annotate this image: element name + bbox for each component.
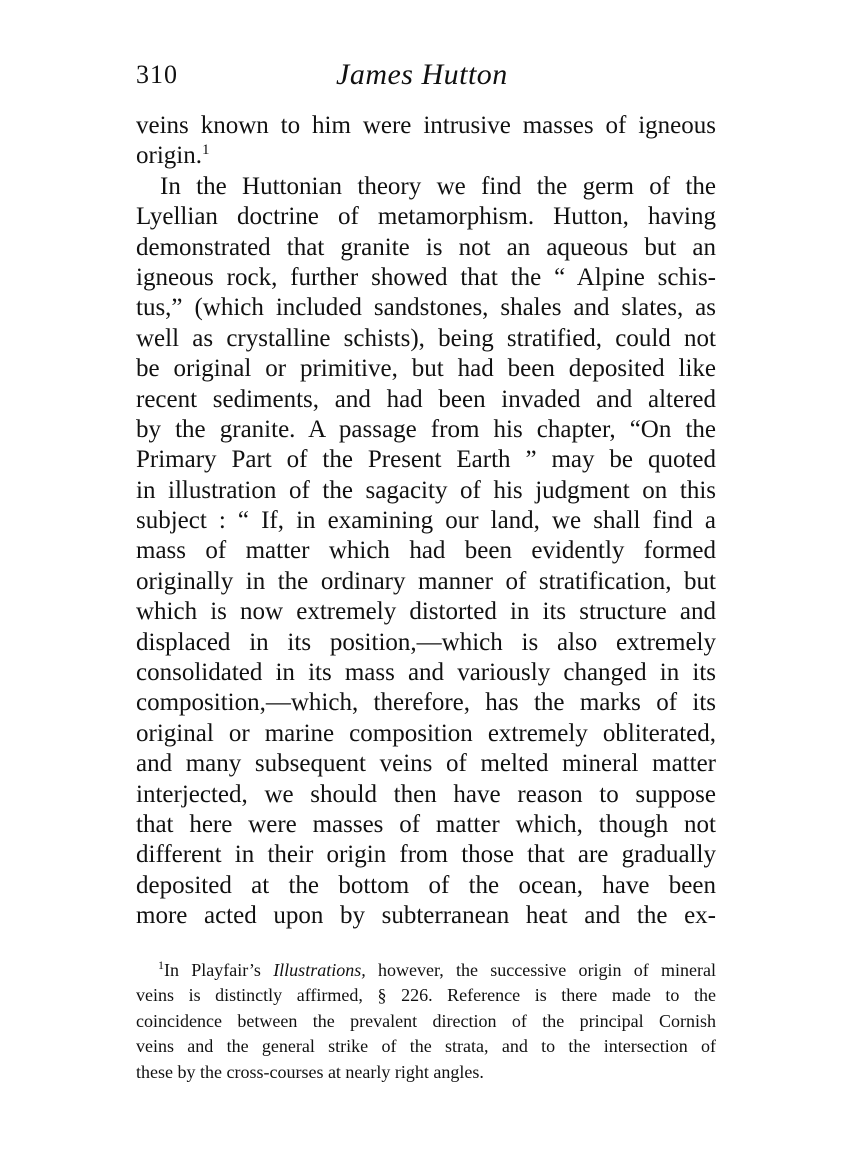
text-line: igneous rock, further showed that the “ Alpine schis- <box>136 263 716 291</box>
text-line: more acted upon by subterranean heat and the ex- <box>136 902 716 930</box>
text-line: deposited at the bottom of the ocean, have been <box>136 871 716 899</box>
text-line: displaced in its position,—which is also extremely <box>136 628 716 656</box>
page-number: 310 <box>136 60 178 89</box>
footnote-line: these by the cross-courses at nearly right angles. <box>136 1061 484 1082</box>
text-line: be original or primitive, but had been deposited like <box>136 355 716 383</box>
footnote-line: $^1$In Playfair’s Illustrations, however, the successive origin of mineral <box>158 958 716 980</box>
text-line: original or marine composition extremely obliterated, <box>136 719 716 747</box>
footnotes <box>136 958 716 1085</box>
text-line: by the granite. A passage from his chapter, “On the <box>136 415 716 443</box>
text-line: mass of matter which had been evidently formed <box>136 537 716 565</box>
body-text <box>136 111 716 932</box>
text-line: interjected, we should then have reason to suppose <box>136 780 716 808</box>
text-line: originally in the ordinary manner of stratification, but <box>136 567 716 595</box>
text-line: origin.$^1$ <box>136 142 210 170</box>
text-line: Lyellian doctrine of metamorphism. Hutton, having <box>136 203 716 231</box>
running-head: James Hutton <box>336 58 508 91</box>
footnote-line: veins and the general strike of the strata, and to the intersection of <box>136 1036 716 1057</box>
footnote-work-title: Illustrations, <box>273 960 366 980</box>
text-line: different in their origin from those that are gradually <box>136 841 716 869</box>
text-line: In the Huttonian theory we find the germ of the <box>160 172 716 200</box>
text-line: veins known to him were intrusive masses of igneous <box>136 112 716 139</box>
text-line: Primary Part of the Present Earth ” may be quoted <box>136 446 716 474</box>
text-line: well as crystalline schists), being stratified, could not <box>136 324 716 352</box>
text-line: in illustration of the sagacity of his judgment on this <box>136 476 716 504</box>
text-line: composition,—which, therefore, has the marks of its <box>136 689 716 717</box>
text-line: and many subsequent veins of melted mineral matter <box>136 750 716 778</box>
text-line: demonstrated that granite is not an aqueous but an <box>136 233 716 261</box>
text-line: that here were masses of matter which, though not <box>136 810 716 838</box>
text-line: tus,” (which included sandstones, shales and slates, as <box>136 294 716 322</box>
footnote-line: veins is distinctly affirmed, § 226. Reference is there made to the <box>136 985 716 1006</box>
text-line: recent sediments, and had been invaded and altered <box>136 385 716 413</box>
footnote-reference: 1 <box>201 142 210 159</box>
text-line: subject : “ If, in examining our land, we shall find a <box>136 507 716 535</box>
footnote-marker: 1 <box>158 958 164 972</box>
text-line: consolidated in its mass and variously changed in its <box>136 659 716 687</box>
footnote-line: coincidence between the prevalent direction of the principal Cornish <box>136 1010 716 1031</box>
page-header <box>136 60 716 100</box>
text-line: which is now extremely distorted in its structure and <box>136 598 716 626</box>
